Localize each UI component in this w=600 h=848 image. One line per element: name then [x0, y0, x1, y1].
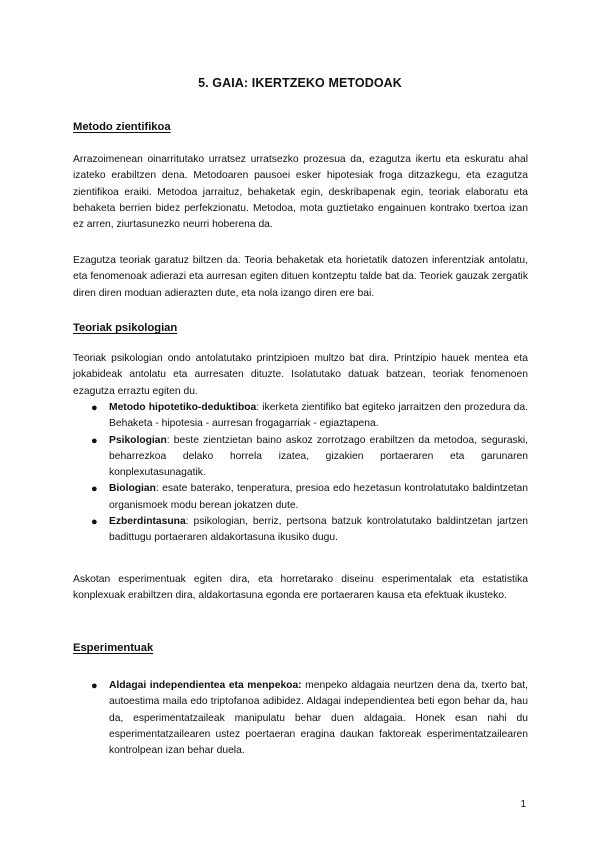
- bullet-icon: ●: [91, 434, 98, 447]
- bullet-term: Biologian: [109, 483, 156, 495]
- list-item: [73, 400, 528, 433]
- bullet-text: : beste zientzietan baino askoz zorrotzago erabiltzen da metodoa, seguraski, beharrezkoa delako horrela izatea, gizakien portaeraren eta garunaren konplexutasunagatik.: [109, 434, 528, 479]
- bullet-text: : ikerketa zientifiko bat egiteko jarraitzen den prozedura da. Behaketa - hipotesia - aurresan frogagarriak - egiaztapena.: [109, 402, 528, 430]
- section-heading-esperimentuak: Esperimentuak: [73, 642, 154, 654]
- list-item: [73, 481, 528, 514]
- bullet-term: Psikologian: [109, 434, 167, 446]
- bullet-term: Metodo hipotetiko-deduktiboa: [109, 402, 257, 413]
- teoriak-bullet-list: [73, 400, 528, 547]
- bullet-icon: ●: [91, 516, 98, 529]
- paragraph-metodo-2: Ezagutza teoriak garatuz biltzen da. Teoria behaketak eta horietatik datozen inferentziak antolatu, eta fenomenoak adierazi eta aurresan egiten dituen kontzeptu talde bat da. Teoriek gauzak zergatik diren diren moduan adierazten dute, eta nola izango diren ere bai.: [73, 255, 528, 299]
- page-title: 5. GAIA: IKERTZEKO METODOAK: [198, 76, 402, 90]
- bullet-text: menpeko aldagaia neurtzen dena da, txerto bat, autoestima maila edo triptofanoa adibidez. Aldagai independientea beti egon behar da, hau da, esperimentatzaileak manipulatu behar duen aldagaia. Honek esan nahi du esperimentatzailearen ustez poertaeran eragina daukan faktoreak esperimentatzailearen kontrolpean izan behar duela.: [109, 680, 528, 757]
- bullet-text: : psikologian, berriz, pertsona batzuk kontrolatutako baldintzetan jartzen badittugu portaeraren aldakortasuna ikusiko dugu.: [109, 516, 528, 544]
- paragraph-teoriak-2: Askotan esperimentuak egiten dira, eta horretarako diseinu esperimentalak eta estatistika konplexuak erabiltzen dira, aldakortasuna egonda ere portaeraren kausa eta efektuak ikusteko.: [73, 574, 528, 602]
- bullet-term: Aldagai independientea eta menpekoa:: [109, 680, 302, 691]
- bullet-icon: ●: [91, 402, 98, 414]
- bullet-text: : esate baterako, tenperatura, presioa edo hezetasun kontrolatutako baldintzetan organismoek modu berean jokatzen dute.: [109, 483, 528, 511]
- esperimentuak-bullet-list: [73, 678, 528, 759]
- bullet-term: Ezberdintasuna: [109, 516, 186, 528]
- section-heading-teoriak: Teoriak psikologian: [73, 322, 178, 334]
- bullet-icon: ●: [91, 483, 98, 496]
- paragraph-teoriak-1: Teoriak psikologian ondo antolatutako printzipioen multzo bat dira. Printzipio hauek mentea eta jokabideak antolatu eta aurresaten dituzte. Isolatutako datuak batzean, teoriak fenomenoen ezagutza erraztu egiten du.: [73, 353, 528, 397]
- list-item: [73, 678, 528, 759]
- list-item: [73, 514, 528, 547]
- list-item: [73, 433, 528, 482]
- page-number: 1: [520, 799, 526, 810]
- bullet-icon: ●: [91, 680, 98, 692]
- paragraph-metodo-1: Arrazoimenean oinarritutako urratsez urratsezko prozesua da, ezagutza ikertu eta eskuratu ahal izateko erabiltzen dena. Metodoaren pausoei esker hipotesiak froga ditzazkegu, eta ezagutza zientifikoa eraiki. Metodoa jarraituz, behaketak egin, deskribapenak egin, teoriak elaboratu eta behaketa berrien bidez perfekzionatu. Metodoa, mota guztietako engainuen kontrako txertoa izan ez arren, ziurtasunezko neurri hoberena da.: [73, 154, 528, 231]
- section-heading-metodo: Metodo zientifikoa: [73, 121, 171, 133]
